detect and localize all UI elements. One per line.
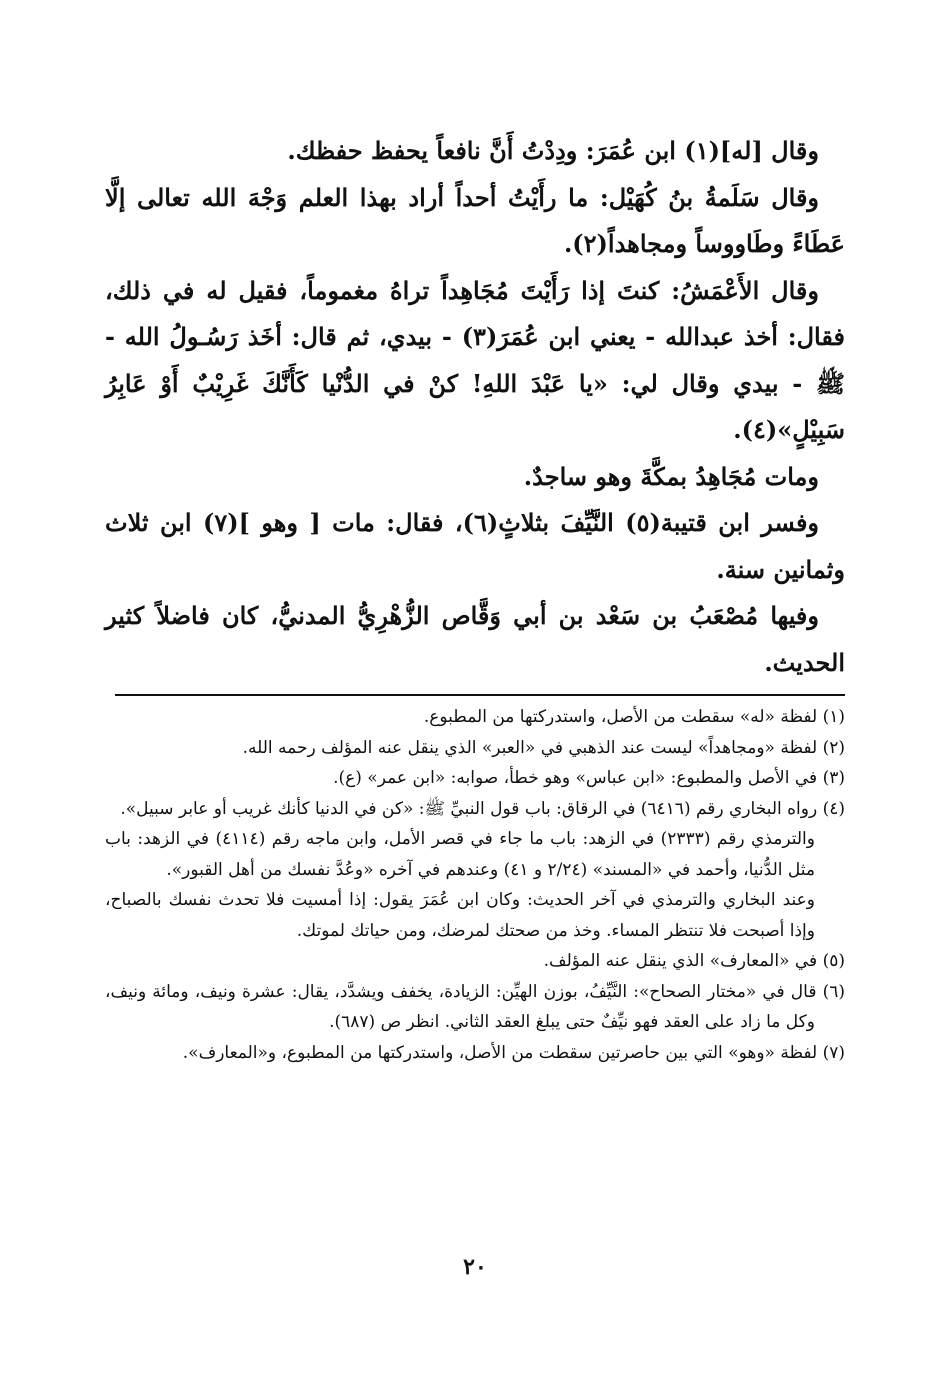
paragraph: وقال سَلَمةُ بنُ كُهَيْل: ما رأَيْتُ أحداً أراد بهذا العلم وَجْهَ الله تعالى إلَّا عَطَاءً وطَاووساً ومجاهداً(٢). xyxy=(105,182,845,258)
footnote: (٦) قال في «مختار الصحاح»: النَّيِّفُ، بوزن الهيِّن: الزيادة، يخفف ويشدَّد، يقال: عشرة ونيف، ومائة ونيف، وكل ما زاد على العقد فهو نيِّفٌ حتى يبلغ العقد الثاني. انظر ص (٦٨٧). xyxy=(105,981,845,1032)
footnote-continuation: وعند البخاري والترمذي في آخر الحديث: وكان ابن عُمَرَ يقول: إذا أمسيت فلا تحدث نفسك بالصباح، وإذا أصبحت فلا تنتظر المساء. وخذ من صحتك لمرضك، ومن حياتك لموتك. xyxy=(105,890,815,941)
paragraph: وفيها مُصْعَبُ بن سَعْد بن أبي وَقَّاص الزُّهْرِيُّ المدنيُّ، كان فاضلاً كثير الحديث. xyxy=(105,601,845,677)
paragraph: وقال الأَعْمَشُ: كنتَ إذا رَأَيْتَ مُجَاهِداً تراهُ مغموماً، فقيل له في ذلك، فقال: أخذ عبدالله - يعني ابن عُمَرَ(٣) - بيدي، ثم قال: أخَذ رَسُـولُ الله - ﷺ - بيدي وقال لي: «يا عَبْدَ اللهِ! كنْ في الدُّنْيا كَأَنَّكَ غَرِيْبٌ أَوْ عَابِرُ سَبِيْلٍ»(٤). xyxy=(105,275,845,444)
paragraph: وفسر ابن قتيبة(٥) النَّيِّفَ بثلاثٍ(٦)، فقال: مات [ وهو ](٧) ابن ثلاث وثمانين سنة. xyxy=(105,508,845,584)
footnotes xyxy=(105,702,845,1068)
footnote: (٧) لفظة «وهو» التي بين حاصرتين سقطت من الأصل، واستدركتها من المطبوع، و«المعارف». xyxy=(182,1042,845,1063)
footnote-continuation: والترمذي رقم (٢٣٣٣) في الزهد: باب ما جاء في قصر الأمل، وابن ماجه رقم (٤١١٤) في الزهد: باب مثل الدُّنيا، وأحمد في «المسند» (٢/٢٤ و ٤١) وعندهم في آخره «وعُدَّ نفسك من أهل القبور». xyxy=(105,829,815,880)
footnote: (١) لفظة «له» سقطت من الأصل، واستدركتها من المطبوع. xyxy=(423,707,845,727)
footnote: (٢) لفظة «ومجاهداً» ليست عند الذهبي في «العبر» الذي ينقل عنه المؤلف رحمه الله. xyxy=(242,737,845,758)
page-number: ٢٠ xyxy=(463,1254,487,1280)
book-page xyxy=(105,128,845,1308)
footnote: (٤) رواه البخاري رقم (٦٤١٦) في الرقاق: باب قول النبيِّ ﷺ: «كن في الدنيا كأنك غريب أو عابر سبيل». xyxy=(120,798,845,819)
main-text xyxy=(105,128,845,686)
paragraph: ومات مُجَاهِدُ بمكَّةَ وهو ساجدٌ. xyxy=(523,461,819,491)
paragraph: وقال [له](١) ابن عُمَرَ: ودِدْتُ أَنَّ نافعاً يحفظ حفظك. xyxy=(287,136,819,165)
footnote-separator xyxy=(115,694,845,696)
footnote: (٥) في «المعارف» الذي ينقل عنه المؤلف. xyxy=(543,951,845,971)
footnote: (٣) في الأصل والمطبوع: «ابن عباس» وهو خطأ، صوابه: «ابن عمر» (ع). xyxy=(333,768,845,788)
